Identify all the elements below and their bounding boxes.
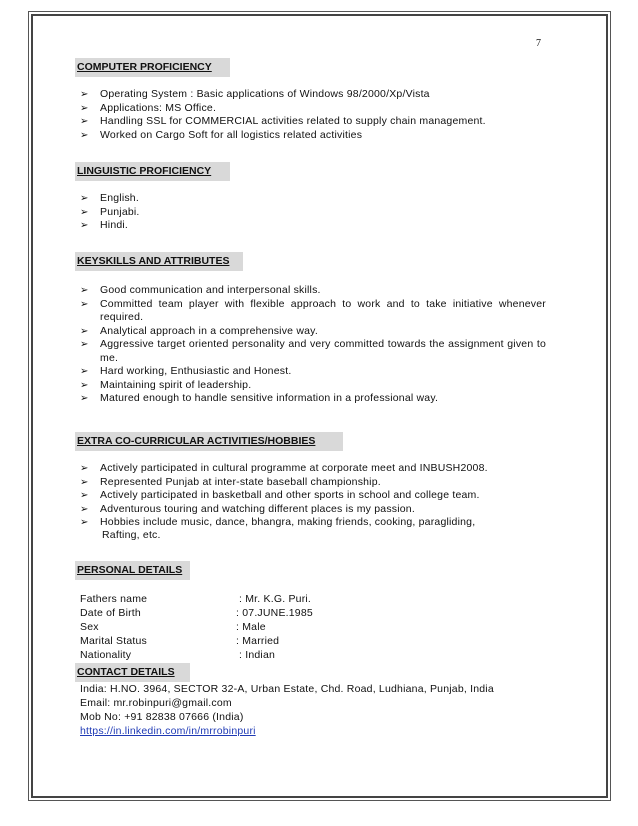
bullet-arrow-icon: ➢: [80, 366, 89, 377]
detail-label: Nationality: [80, 649, 132, 661]
detail-value: : Male: [236, 621, 266, 633]
contact-address: India: H.NO. 3964, SECTOR 32-A, Urban Estate, Chd. Road, Ludhiana, Punjab, India: [80, 683, 494, 695]
detail-row: [80, 606, 380, 620]
bullet-arrow-icon: ➢: [80, 285, 89, 296]
detail-value: : Indian: [239, 649, 276, 661]
bullet-arrow-icon: ➢: [80, 476, 89, 488]
bullet-arrow-icon: ➢: [80, 206, 89, 218]
bullet-arrow-icon: ➢: [80, 102, 89, 114]
personal-details-table: [80, 592, 380, 662]
contact-details: [80, 682, 494, 738]
linguistic-proficiency-heading: LINGUISTIC PROFICIENCY: [75, 162, 230, 181]
bullet-arrow-icon: ➢: [80, 89, 89, 100]
contact-email: Email: mr.robinpuri@gmail.com: [80, 697, 232, 709]
keyskills-heading: KEYSKILLS AND ATTRIBUTES: [75, 252, 243, 271]
bullet-arrow-icon: ➢: [80, 503, 89, 515]
list-item: ➢ Actively participated in cultural programme at corporate meet and INBUSH2008.: [80, 462, 488, 474]
list-item: ➢ Adventurous touring and watching different places is my passion.: [80, 502, 415, 515]
contact-mobile: Mob No: +91 82838 07666 (India): [80, 711, 244, 723]
bullet-arrow-icon: ➢: [80, 463, 89, 474]
list-item: ➢ Punjabi.: [80, 205, 140, 218]
detail-value: : Mr. K.G. Puri.: [239, 593, 312, 605]
list-item: ➢ Worked on Cargo Soft for all logistics related activities: [80, 128, 363, 141]
list-item: ➢ Represented Punjab at inter-state baseball championship.: [80, 475, 381, 488]
extra-curricular-heading: EXTRA CO-CURRICULAR ACTIVITIES/HOBBIES: [75, 432, 343, 451]
list-item: ➢ Actively participated in basketball and other sports in school and college team.: [80, 489, 480, 501]
bullet-arrow-icon: ➢: [80, 193, 89, 204]
keyskills-list: [80, 284, 546, 406]
list-item: ➢ Applications: MS Office.: [80, 101, 217, 114]
list-item: ➢ Hard working, Enthusiastic and Honest.: [80, 365, 292, 377]
page-number: 7: [536, 38, 541, 49]
bullet-arrow-icon: ➢: [80, 129, 89, 141]
detail-row: [80, 648, 380, 662]
detail-value: : Married: [236, 635, 280, 647]
detail-label: Fathers name: [80, 593, 148, 605]
list-item: ➢ Analytical approach in a comprehensive way.: [80, 324, 318, 337]
list-item: ➢ Operating System : Basic applications of Windows 98/2000/Xp/Vista: [80, 88, 430, 100]
bullet-arrow-icon: ➢: [80, 116, 89, 127]
detail-row: [80, 634, 380, 648]
bullet-arrow-icon: ➢: [80, 393, 89, 404]
linguistic-proficiency-list: [80, 192, 140, 233]
detail-label: Marital Status: [80, 635, 147, 647]
contact-details-heading: CONTACT DETAILS: [75, 663, 190, 682]
bullet-arrow-icon: ➢: [80, 298, 89, 310]
list-item: ➢ Good communication and interpersonal skills.: [80, 284, 321, 296]
detail-row: [80, 620, 380, 634]
bullet-arrow-icon: ➢: [80, 339, 89, 350]
list-item: ➢ Maintaining spirit of leadership.: [80, 378, 252, 391]
bullet-arrow-icon: ➢: [80, 220, 89, 231]
computer-proficiency-heading: COMPUTER PROFICIENCY: [75, 58, 230, 77]
list-item: ➢ Hindi.: [80, 219, 129, 231]
list-item: ➢ Committed team player with flexible approach to work and to take initiative whenever required.: [80, 297, 546, 323]
detail-value: : 07.JUNE.1985: [236, 607, 313, 619]
computer-proficiency-list: [80, 88, 486, 142]
list-item: ➢ Hobbies include music, dance, bhangra, making friends, cooking, paragliding,: [80, 516, 476, 528]
list-item: ➢ Matured enough to handle sensitive information in a professional way.: [80, 392, 439, 404]
list-item: ➢ Aggressive target oriented personality and very committed towards the assignment given to me.: [80, 338, 546, 364]
detail-label: Sex: [80, 621, 99, 633]
bullet-arrow-icon: ➢: [80, 517, 89, 528]
bullet-arrow-icon: ➢: [80, 379, 89, 391]
extra-curricular-list: [80, 462, 488, 530]
detail-label: Date of Birth: [80, 607, 141, 619]
detail-row: [80, 592, 380, 606]
linkedin-link[interactable]: https://in.linkedin.com/in/mrrobinpuri: [80, 725, 256, 737]
list-item: ➢ English.: [80, 192, 139, 204]
personal-details-heading: PERSONAL DETAILS: [75, 561, 190, 580]
bullet-arrow-icon: ➢: [80, 325, 89, 337]
bullet-arrow-icon: ➢: [80, 490, 89, 501]
hobbies-continuation: Rafting, etc.: [102, 529, 161, 541]
list-item: ➢ Handling SSL for COMMERCIAL activities related to supply chain management.: [80, 115, 486, 127]
